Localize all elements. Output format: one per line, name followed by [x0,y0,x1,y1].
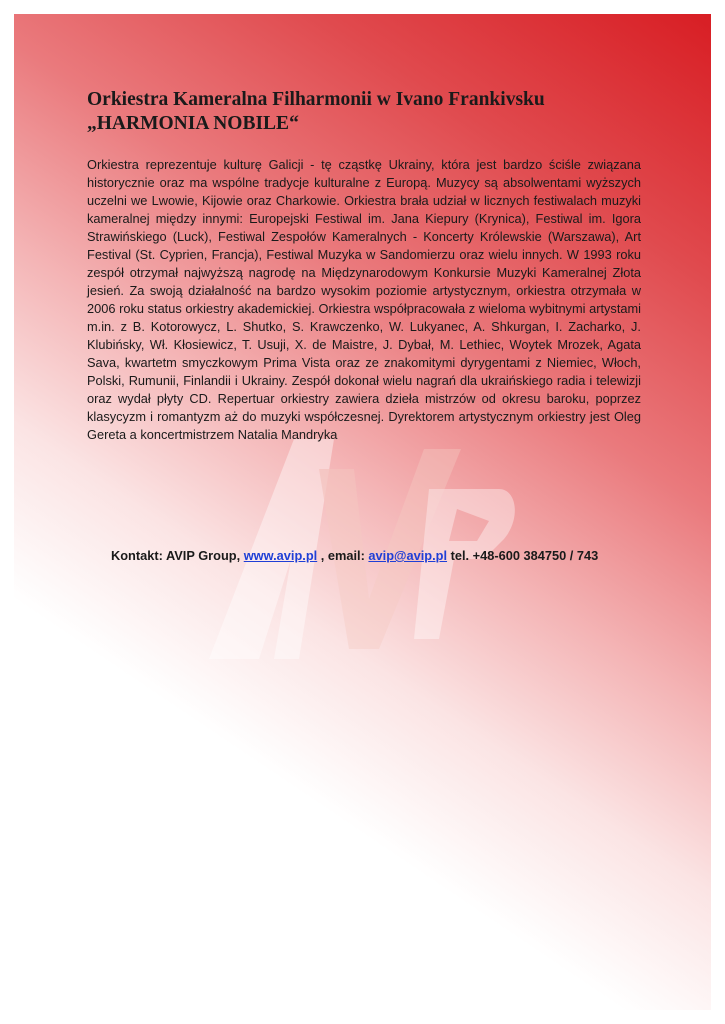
website-link[interactable]: www.avip.pl [243,548,318,563]
document-page [14,14,711,1010]
title-line-orchestra-name: Orkiestra Kameralna Filharmonii w Ivano Frankivsku [87,89,545,110]
title-line-harmonia-nobile: „HARMONIA NOBILE“ [87,113,299,134]
phone-number: tel. +48-600 384750 / 743 [447,548,599,563]
contact-prefix: Kontakt: AVIP Group, [111,548,244,563]
email-link[interactable]: avip@avip.pl [368,548,448,563]
avip-logo-watermark [199,409,519,669]
email-prefix: , email: [317,548,369,563]
contact-line [111,547,598,565]
orchestra-description-paragraph: Orkiestra reprezentuje kulturę Galicji - tę cząstkę Ukrainy, która jest bardzo ściśle związana historycznie oraz ma wspólne tradycje kulturalne z Europą. Muzycy są absolwentami wyższych uczelni we Lwowie, Kijowie oraz Charkowie. Orkiestra brała udział w licznych festiwalach muzyki kameralnej między innymi: Europejski Festiwal im. Jana Kiepury (Krynica), Festiwal im. Igora Strawińskiego (Luck), Festiwal Zespołów Kameralnych - Koncerty Królewskie (Warszawa), Art Festival (St. Cyprien, Francja), Festiwal Muzyka w Sandomierzu oraz wielu innych. W 1993 roku zespół otrzymał najwyższą nagrodę na Międzynarodowym Konkursie Muzyki Kameralnej Złota jesień. Za swoją działalność na bardzo wysokim poziomie artystycznym, orkiestra otrzymała w 2006 roku status orkiestry akademickiej. Orkiestra współpracowała z wieloma wybitnymi artystami m.in. z B. Kotorowycz, L. Shutko, S. Krawczenko, W. Lukyanec, A. Shkurgan, I. Zacharko, J. Klubińsky, Wł. Kłosiewicz, T. Usuji, X. de Maistre, J. Dybał, M. Lethiec, Woytek Mrozek, Agata Sava, kwartetm smyczkowym Prima Vista oraz ze znakomitymi dyrygentami z Niemiec, Włoch, Polski, Rumunii, Finlandii i Ukrainy. Zespół dokonał wielu nagrań dla ukraińskiego radia i telewizji oraz wydał płyty CD. Repertuar orkiestry zawiera dzieła mistrzów od okresu baroku, poprzez klasycyzm i romantyzm aż do muzyki współczesnej. Dyrektorem artystycznym orkiestry jest Oleg Gereta a koncertmistrzem Natalia Mandryka [87,157,641,442]
page-title [87,88,545,136]
